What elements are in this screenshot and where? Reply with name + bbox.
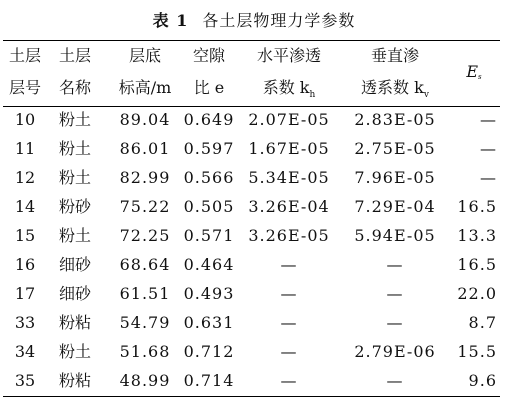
cell-bottom-elevation: 89.04 [119, 110, 171, 129]
cell-bottom-elevation: 72.25 [119, 226, 171, 245]
cell-es: 13.3 [457, 226, 497, 245]
cell-kv: 2.75E-05 [354, 139, 436, 158]
cell-kh: — [280, 313, 298, 332]
cell-bottom-elevation: 54.79 [119, 313, 171, 332]
cell-void-ratio: 0.631 [183, 313, 235, 332]
cell-kh: — [280, 342, 298, 361]
cell-layer-no: 16 [14, 255, 36, 274]
cell-bottom-elevation: 82.99 [119, 168, 171, 187]
cell-layer-no: 11 [14, 139, 36, 158]
cell-layer-name: 粉土 [58, 168, 91, 187]
cell-bottom-elevation: 75.22 [119, 197, 171, 216]
cell-kv: — [386, 371, 404, 390]
cell-layer-name: 粉土 [58, 342, 91, 361]
cell-es: — [480, 168, 497, 187]
cell-layer-name: 粉土 [58, 226, 91, 245]
header-layer-no-line2: 层号 [8, 78, 41, 97]
cell-layer-no: 10 [14, 110, 36, 129]
cell-void-ratio: 0.464 [183, 255, 235, 274]
cell-layer-no: 15 [14, 226, 36, 245]
header-layer-no-line1: 土层 [8, 46, 41, 65]
header-kh-line1: 水平渗透 [256, 46, 321, 65]
cell-layer-no: 33 [14, 313, 36, 332]
cell-void-ratio: 0.714 [183, 371, 235, 390]
header-kv-line2: 透系数 $k_v$ [361, 78, 429, 101]
header-es: Es [466, 62, 482, 81]
cell-void-ratio: 0.597 [183, 139, 235, 158]
cell-kv: 2.83E-05 [354, 110, 436, 129]
cell-void-ratio: 0.649 [183, 110, 235, 129]
cell-void-ratio: 0.571 [183, 226, 235, 245]
cell-kv: 7.29E-04 [354, 197, 436, 216]
cell-layer-no: 14 [14, 197, 36, 216]
cell-bottom-elevation: 61.51 [119, 284, 171, 303]
header-kh-line2: 系数 $k_h$ [262, 78, 316, 101]
cell-layer-no: 34 [14, 342, 36, 361]
table-number: 表 1 [152, 11, 189, 30]
cell-void-ratio: 0.505 [183, 197, 235, 216]
cell-layer-name: 粉土 [58, 110, 91, 129]
cell-layer-no: 35 [14, 371, 36, 390]
header-kh-subscript: h [309, 90, 316, 101]
cell-kv: — [386, 313, 404, 332]
header-layer-name-line2: 名称 [58, 78, 91, 97]
cell-bottom-elevation: 51.68 [119, 342, 171, 361]
header-elevation-line1: 层底 [128, 46, 161, 65]
cell-bottom-elevation: 86.01 [119, 139, 171, 158]
cell-kh: 3.26E-04 [248, 197, 330, 216]
cell-layer-name: 粉粘 [58, 313, 91, 332]
cell-es: 16.5 [457, 197, 497, 216]
bottom-rule [3, 396, 500, 397]
header-void-ratio-line1: 空隙 [192, 46, 225, 65]
table-caption [0, 8, 508, 31]
cell-kh: — [280, 255, 298, 274]
cell-kh: — [280, 284, 298, 303]
cell-kv: 7.96E-05 [354, 168, 436, 187]
cell-kh: — [280, 371, 298, 390]
cell-layer-name: 粉砂 [58, 197, 91, 216]
header-rule [3, 106, 500, 107]
header-kv-subscript: v [423, 90, 429, 101]
cell-kh: 1.67E-05 [248, 139, 330, 158]
cell-void-ratio: 0.493 [183, 284, 235, 303]
table-title: 各土层物理力学参数 [202, 11, 356, 30]
cell-layer-name: 细砂 [58, 255, 91, 274]
cell-kv: 2.79E-06 [354, 342, 436, 361]
cell-es: 16.5 [457, 255, 497, 274]
cell-kv: — [386, 284, 404, 303]
header-kv-line1: 垂直渗 [370, 46, 419, 65]
header-elevation-line2: 标高/m [118, 78, 172, 97]
cell-kv: 5.94E-05 [354, 226, 436, 245]
cell-void-ratio: 0.712 [183, 342, 235, 361]
cell-es: 8.7 [468, 313, 497, 332]
cell-layer-name: 粉粘 [58, 371, 91, 390]
cell-es: — [480, 110, 497, 129]
header-es-subscript: s [478, 73, 482, 81]
cell-es: 22.0 [457, 284, 497, 303]
cell-kh: 3.26E-05 [248, 226, 330, 245]
cell-kh: 2.07E-05 [248, 110, 330, 129]
cell-void-ratio: 0.566 [183, 168, 235, 187]
header-void-ratio-line2: 比 e [193, 78, 225, 97]
cell-kv: — [386, 255, 404, 274]
cell-bottom-elevation: 48.99 [119, 371, 171, 390]
cell-bottom-elevation: 68.64 [119, 255, 171, 274]
cell-layer-no: 12 [14, 168, 36, 187]
cell-layer-name: 细砂 [58, 284, 91, 303]
top-rule [3, 40, 500, 41]
cell-layer-no: 17 [14, 284, 36, 303]
cell-layer-name: 粉土 [58, 139, 91, 158]
cell-es: 15.5 [457, 342, 497, 361]
cell-es: — [480, 139, 497, 158]
cell-es: 9.6 [468, 371, 497, 390]
cell-kh: 5.34E-05 [248, 168, 330, 187]
header-layer-name-line1: 土层 [58, 46, 91, 65]
